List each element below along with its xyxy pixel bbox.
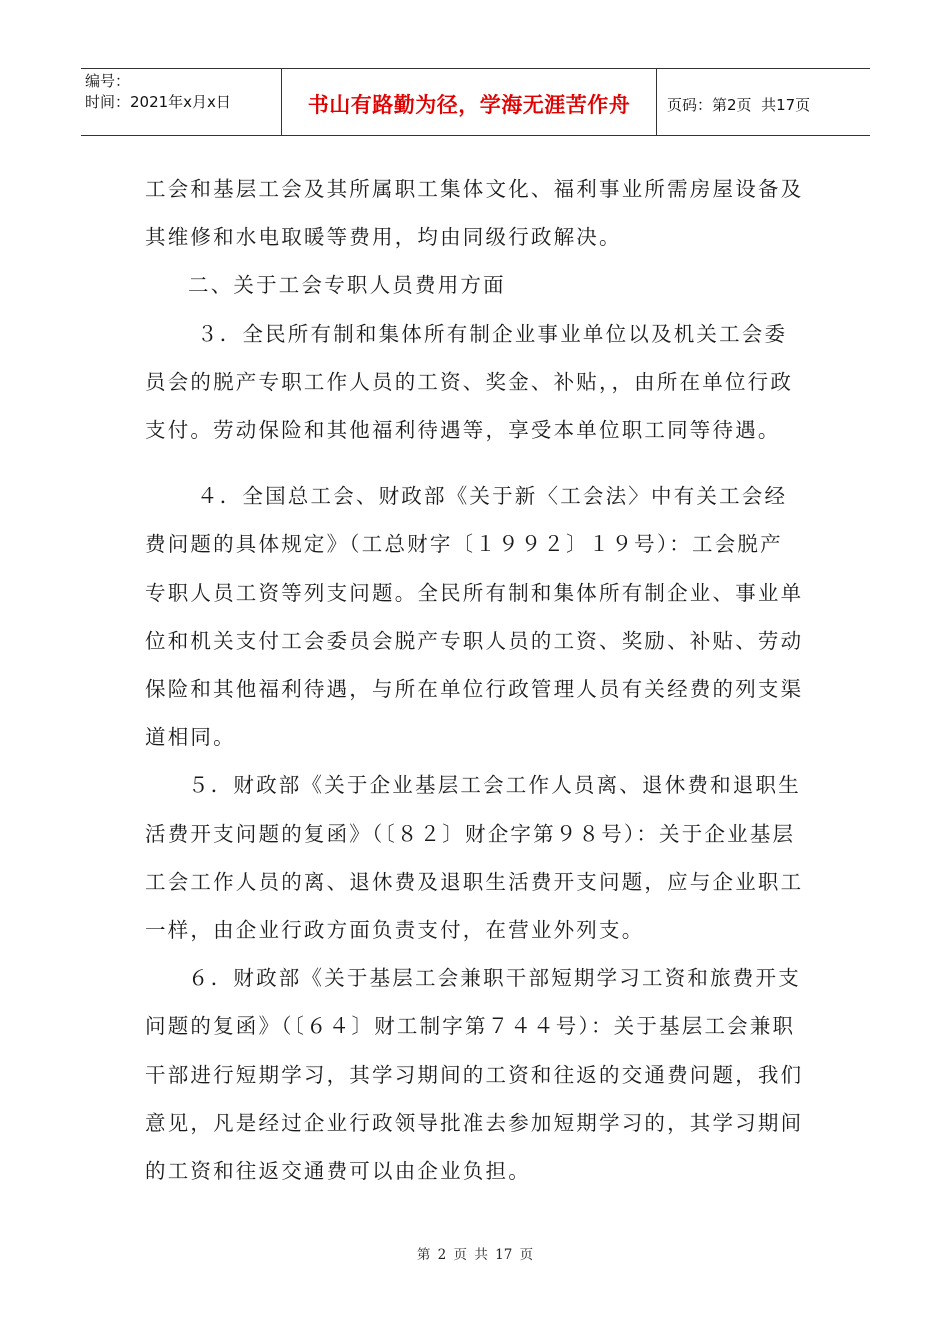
header-page-info: 页码：第2页 共17页 <box>667 95 811 114</box>
paragraph-continuation: 工会和基层工会及其所属职工集体文化、福利事业所需房屋设备及其维修和水电取暖等费用，均由同级行政解决。 <box>145 177 804 250</box>
section-heading: 二、关于工会专职人员费用方面 <box>188 273 506 298</box>
footer-page-number: 第 2 页 共 17 页 <box>416 1247 534 1263</box>
header-page-info-cell <box>657 69 870 135</box>
paragraph-gap <box>145 454 805 472</box>
paragraph-item-4: ４．全国总工会、财政部《关于新〈工会法〉中有关工会经费问题的具体规定》（工总财字〔１９９２〕１９号）：工会脱产专职人员工资等列支问题。全民所有制和集体所有制企业、事业单位和机关支付工会委员会脱产专职人员的工资、奖励、补贴、劳动保险和其他福利待遇，与所在单位行政管理人员有关经费的列支渠道相同。 <box>145 484 804 750</box>
paragraph-item-6: ６．财政部《关于基层工会兼职干部短期学习工资和旅费开支问题的复函》（〔６４〕财工制字第７４４号）：关于基层工会兼职干部进行短期学习，其学习期间的工资和往返的交通费问题，我们意见，凡是经过企业行政领导批准去参加短期学习的，其学习期间的工资和往返交通费可以由企业负担。 <box>145 966 804 1184</box>
document-time-label: 时间：2021年x月x日 <box>85 93 231 111</box>
page-footer <box>0 1243 950 1263</box>
header-motto: 书山有路勤为径，学海无涯苦作舟 <box>282 69 657 135</box>
header-meta-cell <box>81 69 282 135</box>
document-number-label: 编号： <box>85 72 131 90</box>
paragraph-item-5: ５．财政部《关于企业基层工会工作人员离、退休费和退职生活费开支问题的复函》（〔８２〕财企字第９８号）：关于企业基层工会工作人员的离、退休费及退职生活费开支问题，应与企业职工一样，由企业行政方面负责支付，在营业外列支。 <box>145 773 804 943</box>
document-body <box>145 165 805 1195</box>
document-header <box>81 68 870 136</box>
paragraph-item-3: ３．全民所有制和集体所有制企业事业单位以及机关工会委员会的脱产专职工作人员的工资、奖金、补贴，，由所在单位行政支付。劳动保险和其他福利待遇等，享受本单位职工同等待遇。 <box>145 321 794 443</box>
